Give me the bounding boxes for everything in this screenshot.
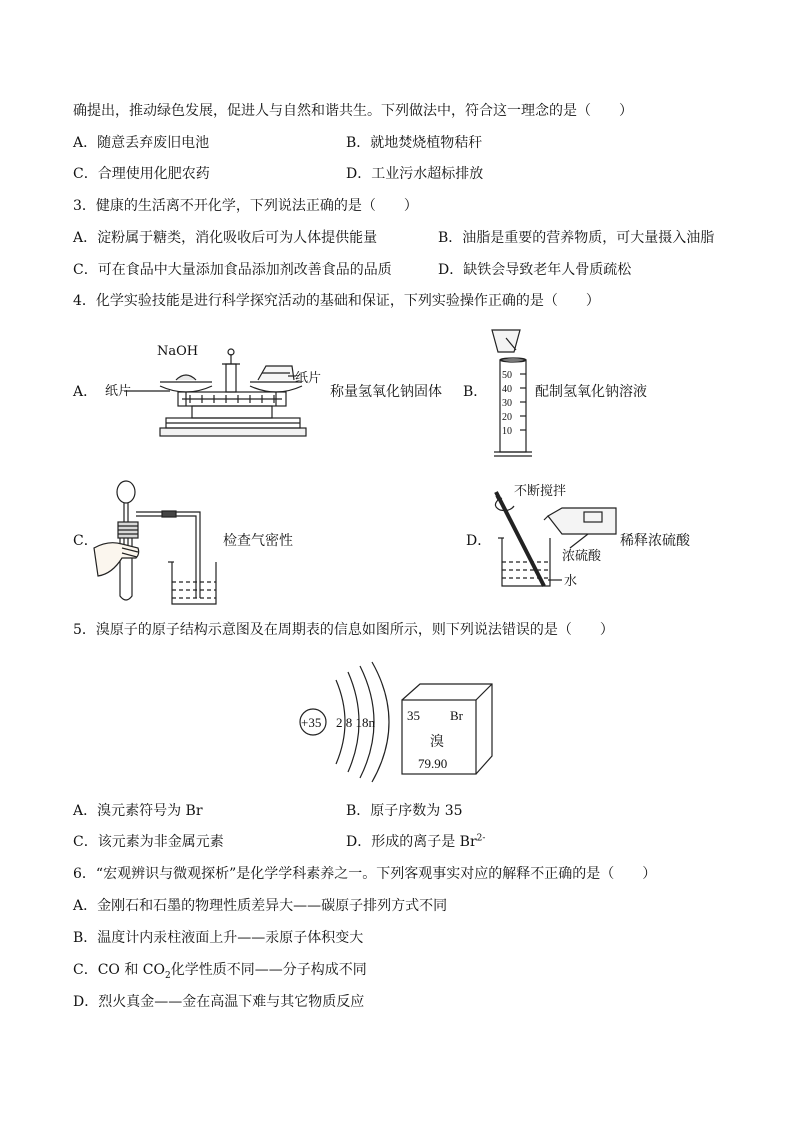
q6-option-d: D．烈火真金——金在高温下难与其它物质反应	[73, 994, 365, 1010]
q4-a-letter: A．	[73, 384, 98, 400]
electron-shells: 2 8 18n	[336, 715, 375, 730]
q4-a-paper-right-label: 纸片	[295, 371, 322, 386]
measuring-cylinder-diagram	[480, 326, 540, 462]
tick-40: 40	[502, 384, 512, 395]
q3-option-a: A．淀粉属于糖类，消化吸收后可为人体提供能量	[73, 230, 378, 246]
q4-c-letter: C．	[73, 533, 98, 549]
q6-option-b: B．温度计内汞柱液面上升——汞原子体积变大	[73, 930, 364, 946]
tick-50: 50	[502, 370, 512, 381]
tick-30: 30	[502, 398, 512, 409]
q4-d-acid-label: 浓硫酸	[562, 549, 602, 564]
atomic-mass: 79.90	[418, 756, 448, 771]
q5-option-c: C．该元素为非金属元素	[73, 834, 224, 850]
q2-option-a: A．随意丢弃废旧电池	[73, 135, 210, 151]
dilution-diagram	[488, 486, 628, 598]
q4-d-caption: 稀释浓硫酸	[620, 533, 690, 549]
q4-c-caption: 检查气密性	[223, 533, 293, 549]
element-symbol: Br	[450, 708, 463, 723]
q3-option-b: B．油脂是重要的营养物质，可大量摄入油脂	[438, 230, 715, 246]
q4-a-paper-left-label: 纸片	[105, 384, 132, 399]
q2-stem: 确提出，推动绿色发展，促进人与自然和谐共生。下列做法中，符合这一理念的是（ ）	[73, 103, 633, 119]
q3-option-d: D．缺铁会导致老年人骨质疏松	[438, 262, 632, 278]
atomic-number: 35	[407, 708, 420, 723]
tick-20: 20	[502, 412, 512, 423]
q5-option-d: D．形成的离子是 $Br^{2-}$	[346, 833, 486, 850]
q2-option-d: D．工业污水超标排放	[346, 166, 484, 182]
q3-option-c: C．可在食品中大量添加食品添加剂改善食品的品质	[73, 262, 392, 278]
q3-stem: 3．健康的生活离不开化学，下列说法正确的是（ ）	[73, 198, 418, 214]
q2-option-c: C．合理使用化肥农药	[73, 166, 210, 182]
nucleus-charge: +35	[301, 715, 322, 730]
q4-d-water-label: 水	[564, 574, 578, 589]
q6-option-c: C．CO 和 $CO_2$化学性质不同——分子构成不同	[73, 962, 367, 981]
q4-a-naoh-label: NaOH	[157, 344, 199, 359]
q4-a-caption: 称量氢氧化钠固体	[330, 384, 442, 400]
element-name: 溴	[430, 735, 444, 750]
q6-option-a: A．金刚石和石墨的物理性质差异大——碳原子排列方式不同	[73, 898, 448, 914]
q5-option-a: A．溴元素符号为 Br	[73, 803, 203, 819]
tick-10: 10	[502, 426, 512, 437]
q4-stem: 4．化学实验技能是进行科学探究活动的基础和保证，下列实验操作正确的是（ ）	[73, 293, 600, 309]
q5-stem: 5．溴原子的原子结构示意图及在周期表的信息如图所示，则下列说法错误的是（ ）	[73, 622, 614, 638]
q6-stem: 6．“宏观辨识与微观探析”是化学学科素养之一。下列客观事实对应的解释不正确的是（ ）	[73, 866, 657, 882]
q4-d-stir-label: 不断搅拌	[514, 484, 567, 499]
bromine-info-diagram	[296, 660, 506, 790]
balance-diagram	[130, 340, 330, 440]
q4-b-letter: B．	[463, 384, 488, 400]
airtightness-diagram	[92, 478, 224, 608]
q5-option-b: B．原子序数为 35	[346, 803, 463, 819]
q2-option-b: B．就地焚烧植物秸秆	[346, 135, 483, 151]
q4-b-caption: 配制氢氧化钠溶液	[535, 384, 647, 400]
q4-d-letter: D．	[466, 533, 492, 549]
